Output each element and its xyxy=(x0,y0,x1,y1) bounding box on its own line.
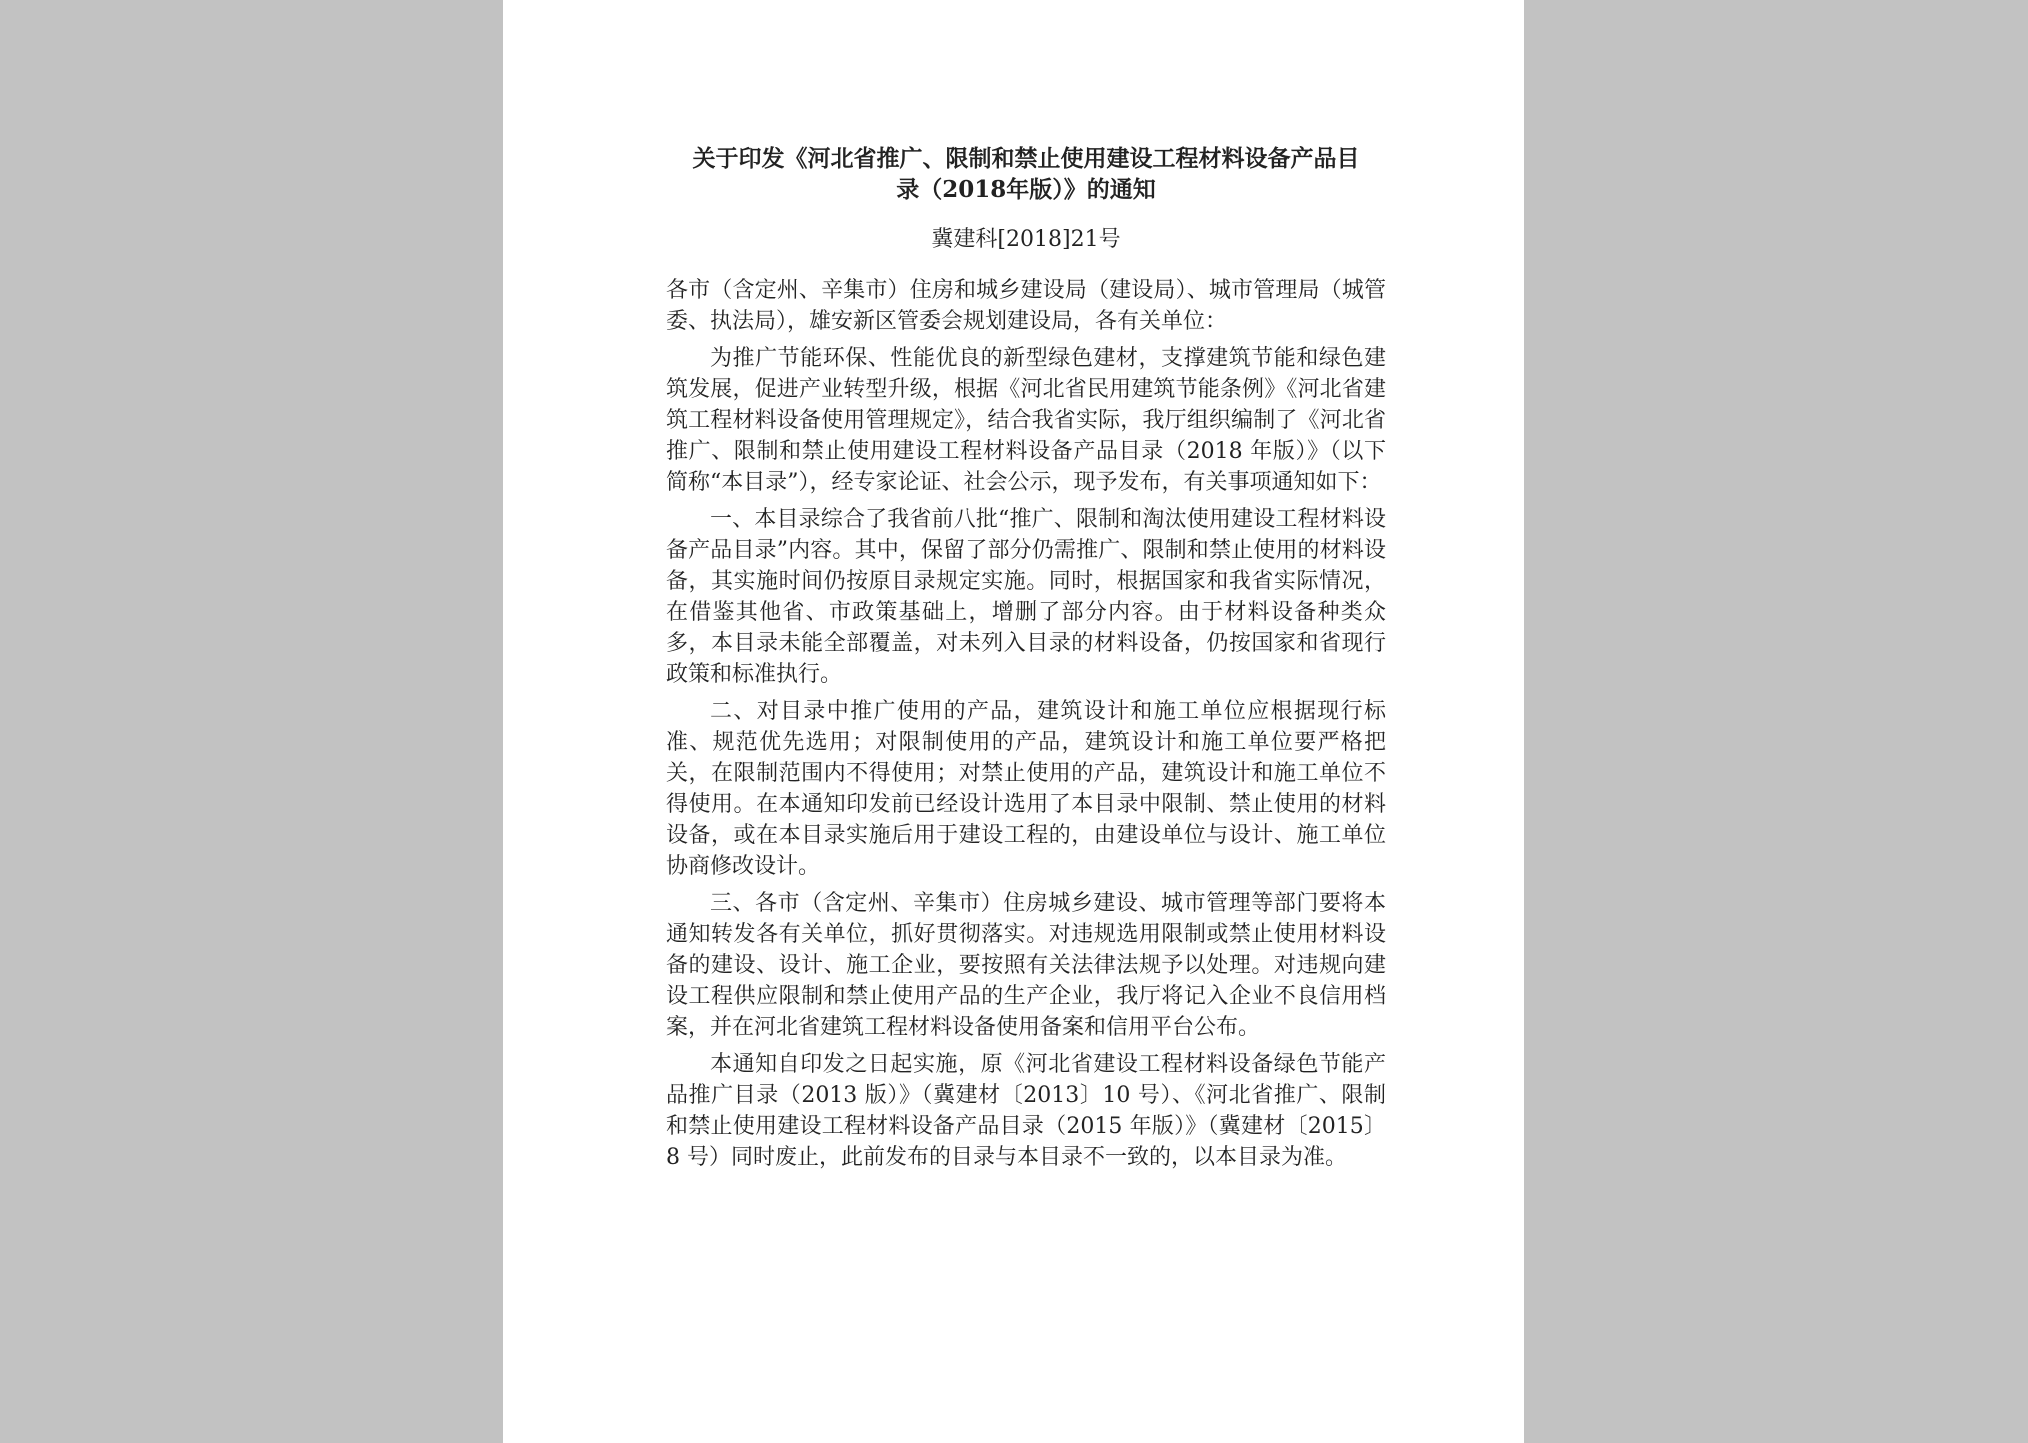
paragraph-item-2: 二、对目录中推广使用的产品，建筑设计和施工单位应根据现行标准、规范优先选用；对限制使用的产品，建筑设计和施工单位要严格把关，在限制范围内不得使用；对禁止使用的产品，建筑设计和施工单位不得使用。在本通知印发前已经设计选用了本目录中限制、禁止使用的材料设备，或在本目录实施后用于建设工程的，由建设单位与设计、施工单位协商修改设计。 xyxy=(666,699,1386,879)
title-line-2: 录（2018年版）》的通知 xyxy=(896,176,1156,203)
document-page xyxy=(503,0,1524,1443)
document-title xyxy=(666,143,1386,205)
page-content xyxy=(666,143,1386,1179)
paragraph-closing: 本通知自印发之日起实施，原《河北省建设工程材料设备绿色节能产品推广目录（2013 版）》（冀建材〔2013〕10 号）、《河北省推广、限制和禁止使用建设工程材料设备产品目录（2015 年版）》（冀建材〔2015〕8 号）同时废止，此前发布的目录与本目录不一致的，以本目录为准。 xyxy=(666,1052,1386,1170)
paragraph-item-1: 一、本目录综合了我省前八批“推广、限制和淘汰使用建设工程材料设备产品目录”内容。其中，保留了部分仍需推广、限制和禁止使用的材料设备，其实施时间仍按原目录规定实施。同时，根据国家和我省实际情况，在借鉴其他省、市政策基础上，增删了部分内容。由于材料设备种类众多，本目录未能全部覆盖，对未列入目录的材料设备，仍按国家和省现行政策和标准执行。 xyxy=(666,507,1386,687)
title-line-1: 关于印发《河北省推广、限制和禁止使用建设工程材料设备产品目 xyxy=(692,145,1360,172)
paragraph-intro: 为推广节能环保、性能优良的新型绿色建材，支撑建筑节能和绿色建筑发展，促进产业转型升级，根据《河北省民用建筑节能条例》《河北省建筑工程材料设备使用管理规定》，结合我省实际，我厅组织编制了《河北省推广、限制和禁止使用建设工程材料设备产品目录（2018 年版）》（以下简称“本目录”），经专家论证、社会公示，现予发布，有关事项通知如下： xyxy=(666,346,1386,495)
paragraph-item-3: 三、各市（含定州、辛集市）住房城乡建设、城市管理等部门要将本通知转发各有关单位，抓好贯彻落实。对违规选用限制或禁止使用材料设备的建设、设计、施工企业，要按照有关法律法规予以处理。对违规向建设工程供应限制和禁止使用产品的生产企业，我厅将记入企业不良信用档案，并在河北省建筑工程材料设备使用备案和信用平台公布。 xyxy=(666,891,1386,1040)
document-number: 冀建科[2018]21号 xyxy=(931,227,1121,252)
salutation: 各市（含定州、辛集市）住房和城乡建设局（建设局）、城市管理局（城管委、执法局），雄安新区管委会规划建设局，各有关单位： xyxy=(666,278,1386,334)
